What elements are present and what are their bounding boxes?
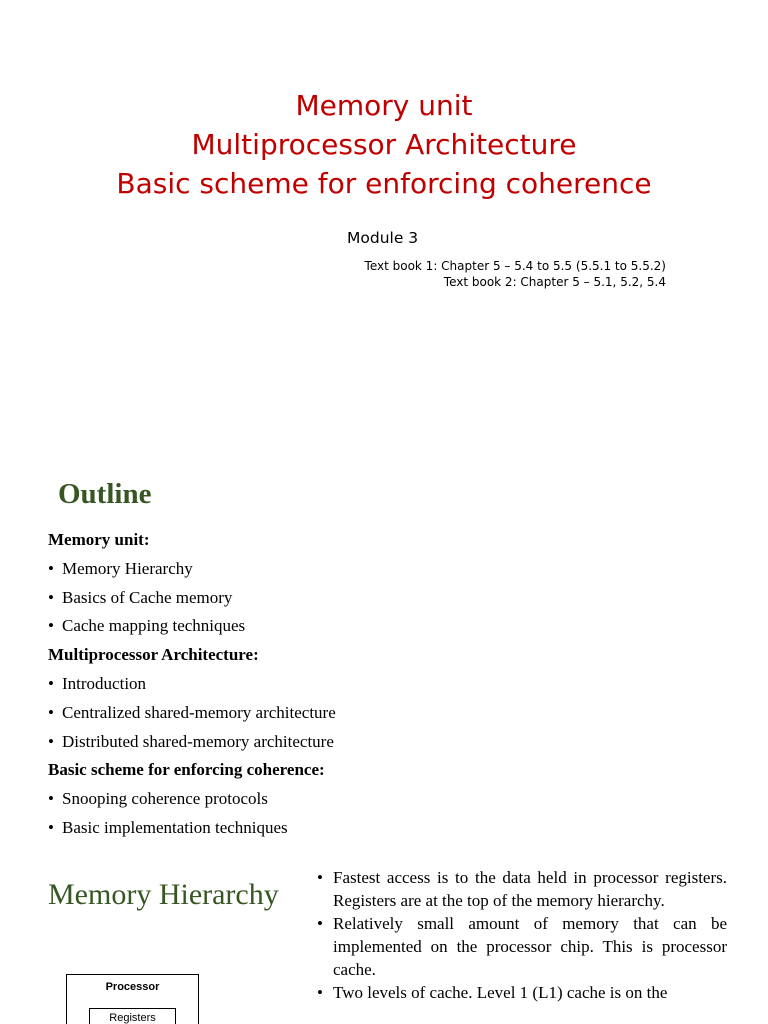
bullet-item: • Fastest access is to the data held in processor registers. Registers are at the top of the memory hierarchy. — [316, 866, 727, 912]
memory-hierarchy-heading: Memory Hierarchy — [48, 878, 279, 911]
processor-box — [66, 974, 199, 1024]
memory-hierarchy-slide — [0, 864, 768, 1024]
outline-heading: Outline — [58, 478, 152, 510]
outline-item: • Introduction — [48, 670, 336, 699]
module-label: Module 3 — [347, 229, 419, 247]
section-heading: Multiprocessor Architecture: — [48, 645, 259, 665]
title-line: Basic scheme for enforcing coherence — [116, 167, 652, 200]
bullet-item: • Two levels of cache. Level 1 (L1) cache is on the — [316, 981, 727, 1004]
textbook-reference: Text book 1: Chapter 5 – 5.4 to 5.5 (5.5.1 to 5.5.2) — [364, 259, 666, 273]
outline-item: • Basics of Cache memory — [48, 584, 336, 613]
registers-box: Registers — [89, 1008, 176, 1024]
textbook-references — [365, 258, 666, 290]
textbook-reference: Text book 2: Chapter 5 – 5.1, 5.2, 5.4 — [443, 275, 666, 289]
outline-item: • Cache mapping techniques — [48, 612, 336, 641]
outline-slide — [0, 432, 768, 864]
section-heading: Basic scheme for enforcing coherence: — [48, 760, 325, 780]
slide-title — [0, 86, 768, 203]
memory-hierarchy-bullets — [316, 866, 727, 1004]
outline-item: • Basic implementation techniques — [48, 814, 336, 843]
title-line: Multiprocessor Architecture — [191, 128, 577, 161]
outline-item: • Distributed shared-memory architecture — [48, 728, 336, 757]
title-slide — [0, 0, 768, 432]
outline-list — [48, 526, 336, 843]
bullet-item: • Relatively small amount of memory that can be implemented on the processor chip. This is processor cache. — [316, 912, 727, 981]
outline-item: • Snooping coherence protocols — [48, 785, 336, 814]
outline-item: • Centralized shared-memory architecture — [48, 699, 336, 728]
section-heading: Memory unit: — [48, 530, 150, 549]
processor-label: Processor — [105, 981, 160, 993]
title-line: Memory unit — [295, 89, 473, 122]
outline-item: • Memory Hierarchy — [48, 555, 336, 584]
